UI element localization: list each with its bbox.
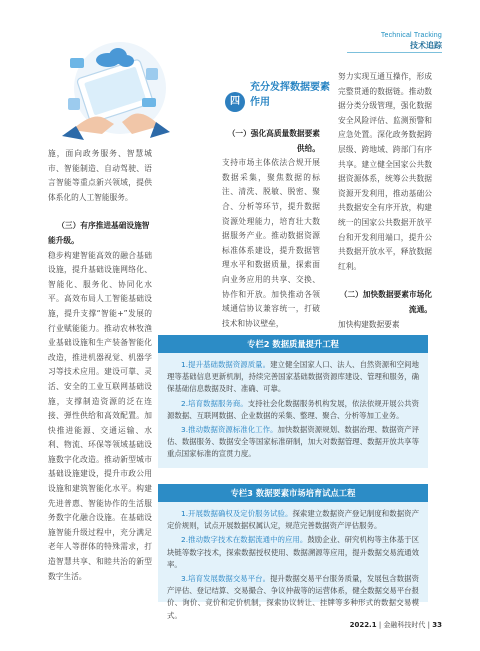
box-2-item xyxy=(167,424,419,461)
right-paragraph-2: 加快构建数据要素 xyxy=(338,319,400,329)
box-2-item-lead: 3.推动数据资源标准化工作。 xyxy=(181,425,278,435)
left-section-3-heading: （三）有序推进基础设施智能升级。 xyxy=(48,221,150,245)
box-3-item xyxy=(167,573,419,622)
box-2-item xyxy=(167,398,419,422)
header-chinese: 技术追踪 xyxy=(410,41,442,50)
box-2-item-text: 支持社会化数据服务机构发展，依法依规开展公共资源数据、互联网数据、企业数据的采集、整理、聚合、分析等加工业务。 xyxy=(167,398,419,420)
section-4-badge: 四 xyxy=(225,92,245,112)
box-3-body xyxy=(167,508,419,624)
box-3-item-lead: 3.培育发展数据交易平台。 xyxy=(181,574,271,584)
right-paragraph-1: 努力实现互通互操作，形成完整贯通的数据链。推动数据分类分级管理，强化数据安全风险评估、监测预警和应急处置。深化政务数据跨层级、跨地域、跨部门有序共享。建立健全国家公共数据资源体系，统筹公共数据资源开发利用，推动基础公共数据安全有序开放，构建统一的国家公共数据开放平台和开发利用端口，提升公共数据开放水平，释放数据红利。 xyxy=(338,72,432,271)
box-3-item xyxy=(167,508,419,532)
footer-issue: 2022.1 xyxy=(349,621,377,629)
footer-page-number: 33 xyxy=(432,621,442,629)
illustration-hands-tablet xyxy=(62,38,170,142)
box-3-item-lead: 1.开展数据确权及定价服务试验。 xyxy=(181,509,293,518)
page-footer xyxy=(350,620,442,630)
box-2-item-lead: 2.培育数据服务商。 xyxy=(181,398,248,408)
box-2-item xyxy=(167,359,419,396)
box-2-item-text: 建立健全国家人口、法人、自然资源和空间地理等基础信息更新机制，持续完善国家基础数据资源库建设、管理和服务，确保基础信息数据及时、准确、可靠。 xyxy=(167,360,419,394)
box-3-item-lead: 2.推动数字技术在数据流通中的应用。 xyxy=(181,535,308,545)
left-column xyxy=(48,147,152,584)
footer-separator: | xyxy=(427,621,433,629)
box-3-title: 专栏3 数据要素市场培育试点工程 xyxy=(158,484,428,502)
box-2-title: 专栏2 数据质量提升工程 xyxy=(158,335,428,353)
footer-separator: | xyxy=(378,621,384,629)
section-4-title: 充分发挥数据要素作用 xyxy=(250,82,330,108)
section-header xyxy=(381,32,442,51)
box-3-item-text: 探索建立数据资产登记制度和数据资产定价规则，试点开展数据权属认定，规范完善数据资产评估服务。 xyxy=(167,509,419,531)
column-box-3 xyxy=(158,484,428,620)
box-2-item-lead: 1.提升基础数据资源质量。 xyxy=(181,360,271,369)
box-2-body xyxy=(167,359,419,463)
footer-magazine: 金融科技时代 xyxy=(383,621,426,629)
header-english: Technical Tracking xyxy=(380,32,442,39)
box-3-item xyxy=(167,534,419,571)
left-paragraph-1: 施，面向政务服务、智慧城市、智能制造、自动驾驶、语言智能等重点新兴领域，提供体系化的人工智能服务。 xyxy=(48,149,152,202)
middle-section-1-heading: （一）强化高质量数据要素供给。 xyxy=(227,129,320,153)
header-rule xyxy=(347,52,442,53)
right-section-2-heading: （二）加快数据要素市场化流通。 xyxy=(339,290,432,314)
left-paragraph-2: 稳步构建智能高效的融合基础设施，提升基础设施网络化、智能化、服务化、协同化水平。高效布局人工智能基础设施，提升支撑“智能+”发展的行业赋能能力。推动农林牧渔业基础设施和生产装备智能化改造，推进机器视觉、机器学习等技术应用。建设可靠、灵活、安全的工业互联网基础设施，支撑制造资源的泛在连接、弹性供给和高效配置。加快推进能源、交通运输、水利、物流、环保等领域基础设施数字化改造。推动新型城市基础设施建设，提升市政公用设施和建筑智能化水平。构建先进普惠、智能协作的生活服务数字化融合设施。在基础设施智能升级过程中，充分满足老年人等群体的特殊需求，打造智慧共享、和睦共治的新型数字生活。 xyxy=(48,250,152,581)
middle-column xyxy=(222,127,320,331)
middle-paragraph-1: 支持市场主体依法合规开展数据采集，聚焦数据的标注、清洗、脱敏、脱密、聚合、分析等环节，提升数据资源处理能力，培育壮大数据服务产业。推动数据资源标准体系建设，提升数据管理水平和数据质量，探索面向业务应用的共享、交换、协作和开放。加快推动各领域通信协议兼容统一，打破技术和协议壁垒， xyxy=(222,158,320,328)
box-3-item-text: 提升数据交易平台服务质量，发展包含数据资产评估、登记结算、交易撮合、争议仲裁等的运营体系，健全数据交易平台报价、询价、竞价和定价机制，探索协议转让、挂牌等多种形式的数据交易模式。 xyxy=(167,574,419,620)
box-2-item-text: 加快数据资源规划、数据治理、数据资产评估、数据服务、数据安全等国家标准研制，加大对数据管理、数据开放共享等重点国家标准的宣贯力度。 xyxy=(167,425,419,459)
column-box-2 xyxy=(158,335,428,468)
box-3-item-text: 鼓励企业、研究机构等主体基于区块链等数字技术，探索数据授权使用、数据溯源等应用，提升数据交易流通效率。 xyxy=(167,535,419,569)
right-column xyxy=(338,70,432,332)
